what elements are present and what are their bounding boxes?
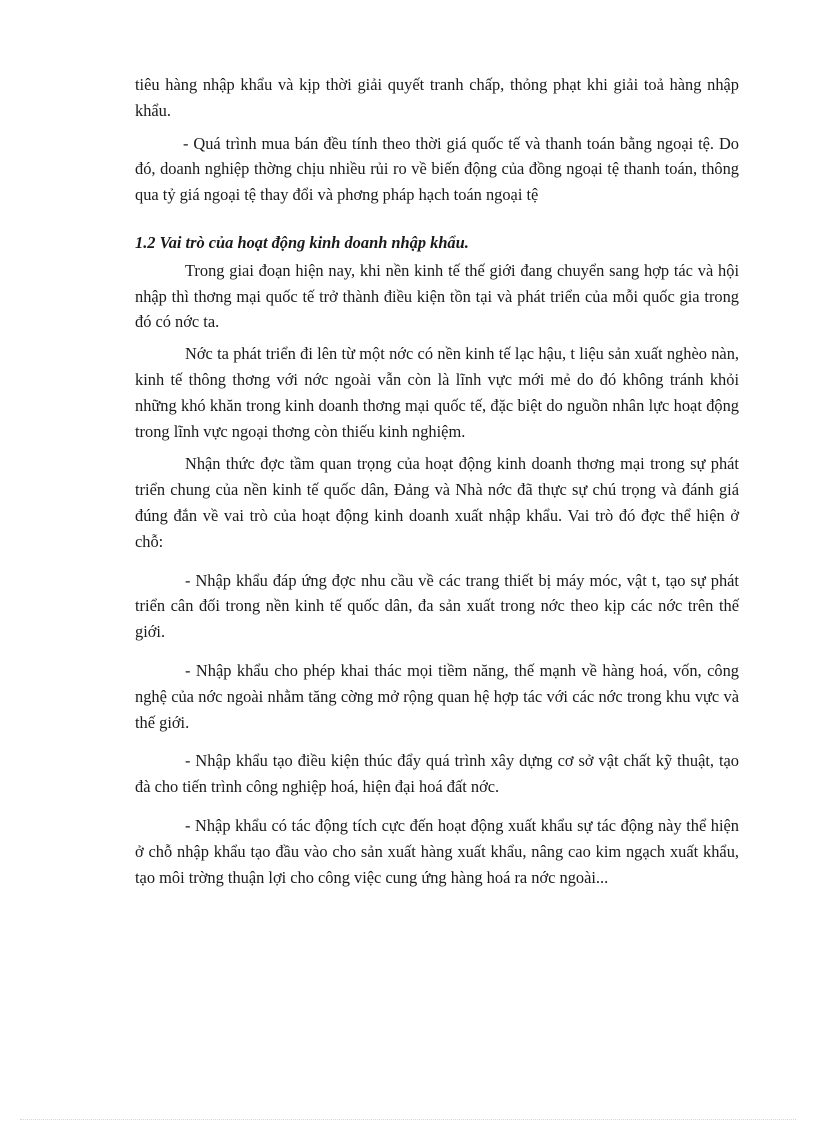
paragraph-import-disputes: tiêu hàng nhập khẩu và kịp thời giải quyết tranh chấp, thỏng phạt khi giải toả hàng nhập khẩu. [135,75,739,120]
section-heading: 1.2 Vai trò của hoạt động kinh doanh nhập khẩu. [135,232,469,252]
paragraph-awareness: Nhận thức đợc tầm quan trọng của hoạt động kinh doanh thơng mại trong sự phát triển chung của nền kinh tế quốc dân, Đảng và Nhà nớc đã thực sự chú trọng và đánh giá đúng đắn về vai trò của hoạt động kinh doanh xuất nhập khẩu. Vai trò đó đợc thể hiện ở chỗ: [135,454,739,551]
bullet-exploit-potential: - Nhập khẩu cho phép khai thác mọi tiềm năng, thế mạnh về hàng hoá, vốn, công nghệ của nớc ngoài nhằm tăng cờng mở rộng quan hệ hợp tác với các nớc trong khu vực và thế giới. [135,660,739,732]
paragraph-country-development: Nớc ta phát triển đi lên từ một nớc có nền kinh tế lạc hậu, t liệu sản xuất nghèo nàn, kinh tế thông thơng với nớc ngoài vẫn còn là lĩnh vực mới mẻ do đó không tránh khỏi những khó khăn trong kinh doanh thơng mại quốc tế, đặc biệt do nguồn nhân lực hoạt động trong lĩnh vực ngoại thơng còn thiếu kinh nghiệm. [135,344,739,441]
bullet-export-impact: - Nhập khẩu có tác động tích cực đến hoạt động xuất khẩu sự tác động này thể hiện ở chỗ nhập khẩu tạo đầu vào cho sản xuất hàng xuất khẩu, nâng cao kim ngạch xuất khẩu, tạo môi trờng thuận lợi cho công việc cung ứng hàng hoá ra nớc ngoài... [135,815,739,887]
paragraph-exchange-rate-risk: - Quá trình mua bán đều tính theo thời giá quốc tế và thanh toán bằng ngoại tệ. Do đó, doanh nghiệp thờng chịu nhiều rủi ro về biến động của đồng ngoại tệ thanh toán, thông qua tỷ giá ngoại tệ thay đổi và phơng pháp hạch toán ngoại tệ [135,133,739,205]
page-bottom-divider [20,1119,796,1120]
bullet-equipment-needs: - Nhập khẩu đáp ứng đợc nhu cầu về các trang thiết bị máy móc, vật t, tạo sự phát triển cân đối trong nền kinh tế quốc dân, đa sản xuất trong nớc theo kịp các nớc trên thế giới. [135,570,739,642]
bullet-infrastructure: - Nhập khẩu tạo điều kiện thúc đẩy quá trình xây dựng cơ sở vật chất kỹ thuật, tạo đà cho tiến trình công nghiệp hoá, hiện đại hoá đất nớc. [135,751,739,797]
document-page [135,72,739,903]
paragraph-international-trade: Trong giai đoạn hiện nay, khi nền kinh tế thế giới đang chuyển sang hợp tác và hội nhập thì thơng mại quốc tế trở thành điều kiện tồn tại và phát triển của mỗi quốc gia trong đó có nớc ta. [135,260,739,332]
